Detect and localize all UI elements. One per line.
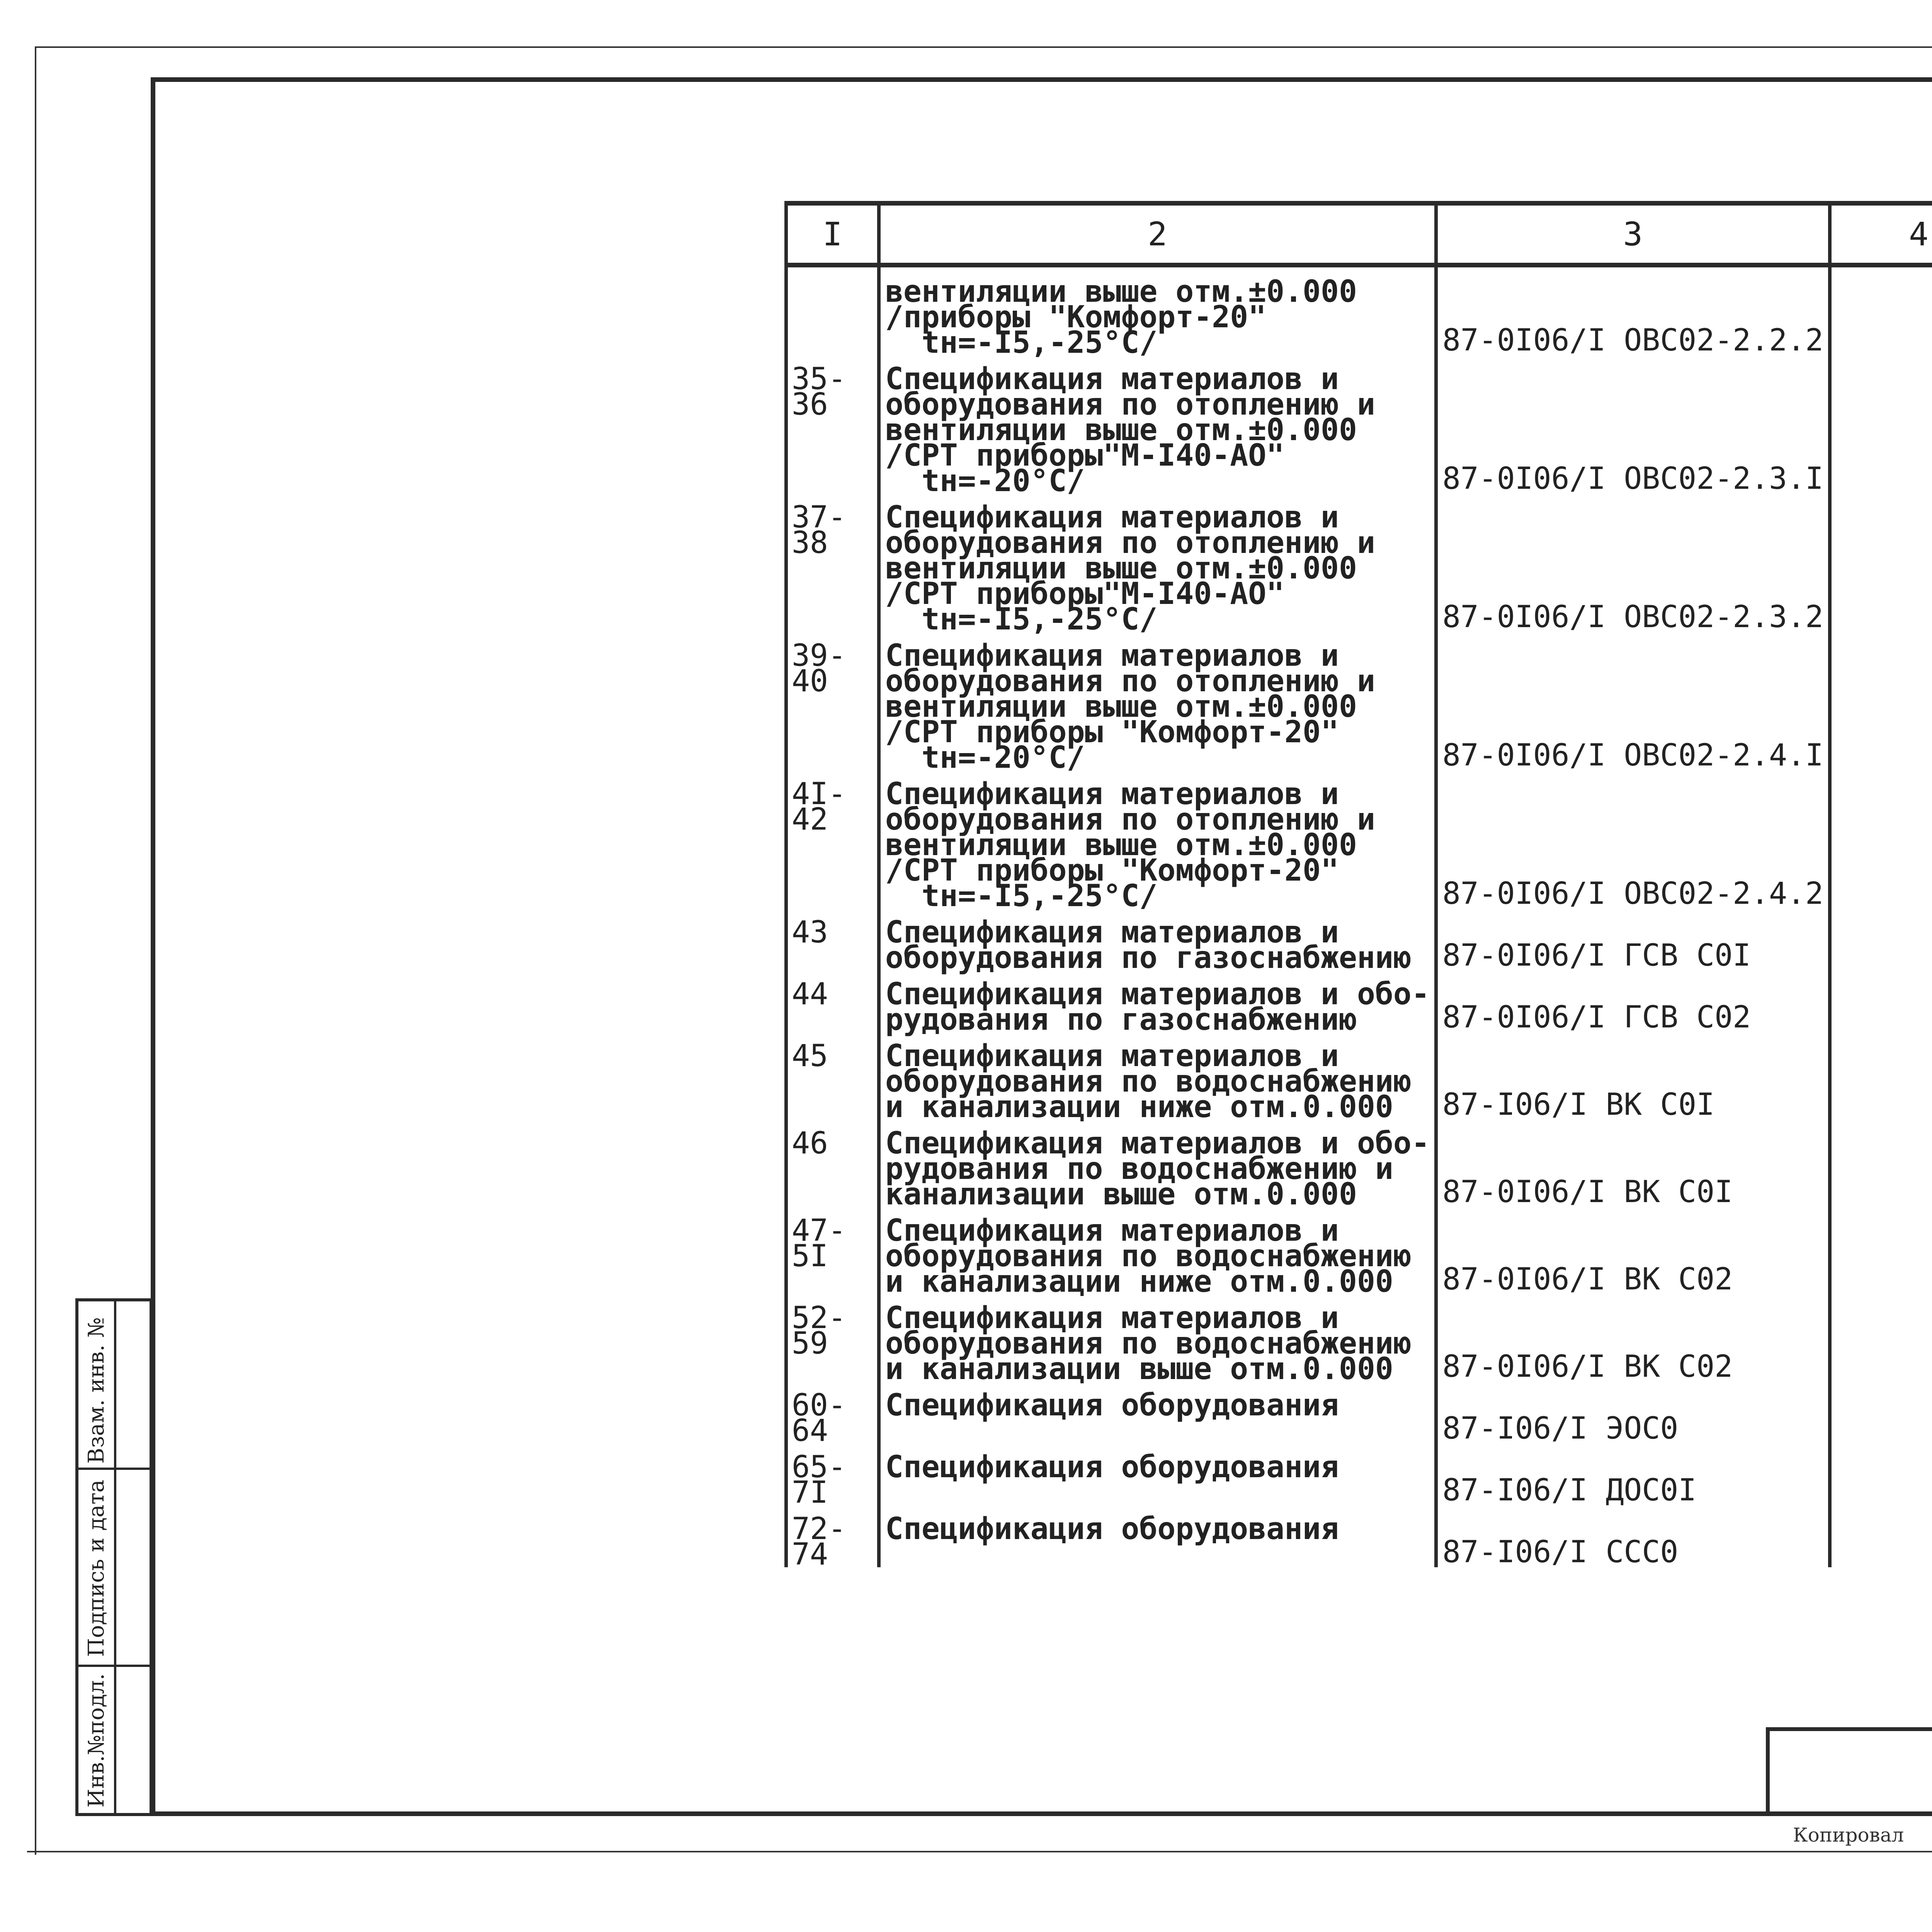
row-code-text: 87-0I06/I ВК С02 [1442,1349,1733,1384]
row-number-cell: 44 [786,971,879,1032]
row-code-cell [1436,1505,1830,1570]
row-number-cell: 35-36 [786,355,879,494]
side-label-replaced-inv: Взам. инв. № [84,1317,109,1464]
row-description-cell: Спецификация оборудования [879,1444,1436,1505]
row-code-cell [1436,1382,1830,1444]
row-number-cell: 65-7I [786,1444,879,1505]
row-number-cell: 43 [786,909,879,971]
copied-label: Копировал [1793,1824,1904,1846]
row-code-cell [1436,1444,1830,1508]
row-description-cell: Спецификация оборудования [879,1382,1436,1444]
row-number-cell: 52-59 [786,1294,879,1382]
row-code-text: 87-0I06/I ОВС02-2.2.2 [1442,323,1823,358]
table-row [786,265,1932,355]
bottom-trim-line [27,1851,1932,1852]
row-description-cell: Спецификация оборудования [879,1505,1436,1567]
row-code-text: 87-0I06/I ОВС02-2.3.I [1442,461,1823,496]
row-note-cell [1830,1294,1932,1382]
row-note-cell [1830,1444,1932,1505]
row-note-cell [1830,770,1932,909]
table-row [786,1294,1932,1382]
row-code-cell [1436,355,1830,494]
row-description-cell: Спецификация материалов и оборудования по газоснабжению [879,909,1436,971]
row-note-cell [1830,1120,1932,1207]
row-number-cell: 39-40 [786,632,879,770]
row-number-cell: 45 [786,1032,879,1120]
row-note-cell [1830,494,1932,632]
row-code-text: 87-0I06/I ОВС02-2.4.2 [1442,876,1823,911]
row-code-text: 87-I06/I ВК С0I [1442,1087,1715,1122]
table-row [786,1382,1932,1444]
row-code-text: 87-0I06/I ОВС02-2.3.2 [1442,600,1823,634]
side-label-signature-date: Подпись и дата [84,1480,109,1657]
row-code-cell [1436,494,1830,632]
table-row [786,971,1932,1032]
row-code-text: 87-I06/I ЭОС0 [1442,1411,1679,1446]
table-row [786,632,1932,770]
table-row [786,1505,1932,1567]
row-code-text: 87-I06/I ДОС0I [1442,1473,1697,1508]
side-stamp-row-divider [78,1665,150,1667]
row-number-cell: 46 [786,1120,879,1207]
row-description-cell: Спецификация материалов и оборудования по водоснабжению и канализации выше отм.0.000 [879,1294,1436,1382]
row-code-text: 87-0I06/I ВК С0I [1442,1175,1733,1209]
row-description-cell: Спецификация материалов и оборудования по отоплению и вентиляции выше отм.±0.000 /СРТ приборы "Комфорт-20" tн=-20°C/ [879,632,1436,770]
row-code-cell [1436,1294,1830,1382]
row-description-cell: Спецификация материалов и оборудования по отоплению и вентиляции выше отм.±0.000 /СРТ приборы "Комфорт-20" tн=-I5,-25°C/ [879,770,1436,909]
row-code-text: 87-0I06/I ОВС02-2.4.I [1442,738,1823,773]
side-label-inv-original: Инв.№подл. [84,1673,109,1808]
row-note-cell [1830,971,1932,1032]
row-number-cell: 72-74 [786,1505,879,1567]
left-trim-line [35,46,36,1855]
row-code-cell [1436,1120,1830,1207]
row-note-cell [1830,355,1932,494]
table-row [786,1444,1932,1505]
row-code-cell [1436,1207,1830,1297]
row-number-cell [786,265,879,355]
row-note-cell [1830,909,1932,971]
row-number-cell: 4I-42 [786,770,879,909]
row-note-cell [1830,1505,1932,1567]
row-code-cell [1436,1032,1830,1120]
row-description-cell: Спецификация материалов и обо- рудования по водоснабжению и канализации выше отм.0.000 [879,1120,1436,1207]
row-description-cell: Спецификация материалов и оборудования по отоплению и вентиляции выше отм.±0.000 /СРТ приборы"М-I40-АО" tн=-20°C/ [879,355,1436,494]
row-code-text: 87-0I06/I ВК С02 [1442,1262,1733,1297]
row-code-cell [1436,632,1830,773]
row-note-cell [1830,265,1932,355]
specification-table [784,201,1932,1572]
side-stamp-divider [114,1301,116,1813]
header-col-4: 4 [1830,203,1932,265]
row-code-cell [1436,971,1830,1035]
header-col-1: I [786,203,879,265]
table-row [786,355,1932,494]
row-number-cell: 60-64 [786,1382,879,1444]
table-row [786,494,1932,632]
row-number-cell: 37-38 [786,494,879,632]
table-body [786,265,1932,1572]
row-note-cell [1830,1032,1932,1120]
table-row [786,770,1932,909]
title-block [1766,1727,1932,1816]
header-col-3: 3 [1436,203,1830,265]
top-trim-line [35,46,1932,48]
row-description-cell: Спецификация материалов и оборудования по водоснабжению и канализации ниже отм.0.000 [879,1207,1436,1294]
row-code-cell [1436,909,1830,971]
table-header-row [786,203,1932,265]
row-code-cell [1436,265,1830,358]
row-description-cell: Спецификация материалов и оборудования по водоснабжению и канализации ниже отм.0.000 [879,1032,1436,1120]
row-note-cell [1830,632,1932,770]
table-row [786,1207,1932,1294]
row-code-text: 87-0I06/I ГСВ С02 [1442,1000,1751,1035]
table-row [786,1032,1932,1120]
table-row [786,1120,1932,1207]
row-code-cell [1436,770,1830,909]
side-stamp-row-divider [78,1468,150,1470]
row-description-cell: Спецификация материалов и оборудования по отоплению и вентиляции выше отм.±0.000 /СРТ приборы"М-I40-АО" tн=-I5,-25°C/ [879,494,1436,632]
table-row [786,909,1932,971]
row-code-text: 87-0I06/I ГСВ С0I [1442,938,1751,973]
row-number-cell: 47-5I [786,1207,879,1294]
row-description-cell: Спецификация материалов и обо- рудования по газоснабжению [879,971,1436,1032]
row-code-text: 87-I06/I ССС0 [1442,1535,1679,1570]
header-col-2: 2 [879,203,1436,265]
row-note-cell [1830,1207,1932,1294]
row-description-cell: вентиляции выше отм.±0.000 /приборы "Комфорт-20" tн=-I5,-25°C/ [879,265,1436,355]
side-stamp [75,1298,153,1816]
row-note-cell [1830,1382,1932,1444]
